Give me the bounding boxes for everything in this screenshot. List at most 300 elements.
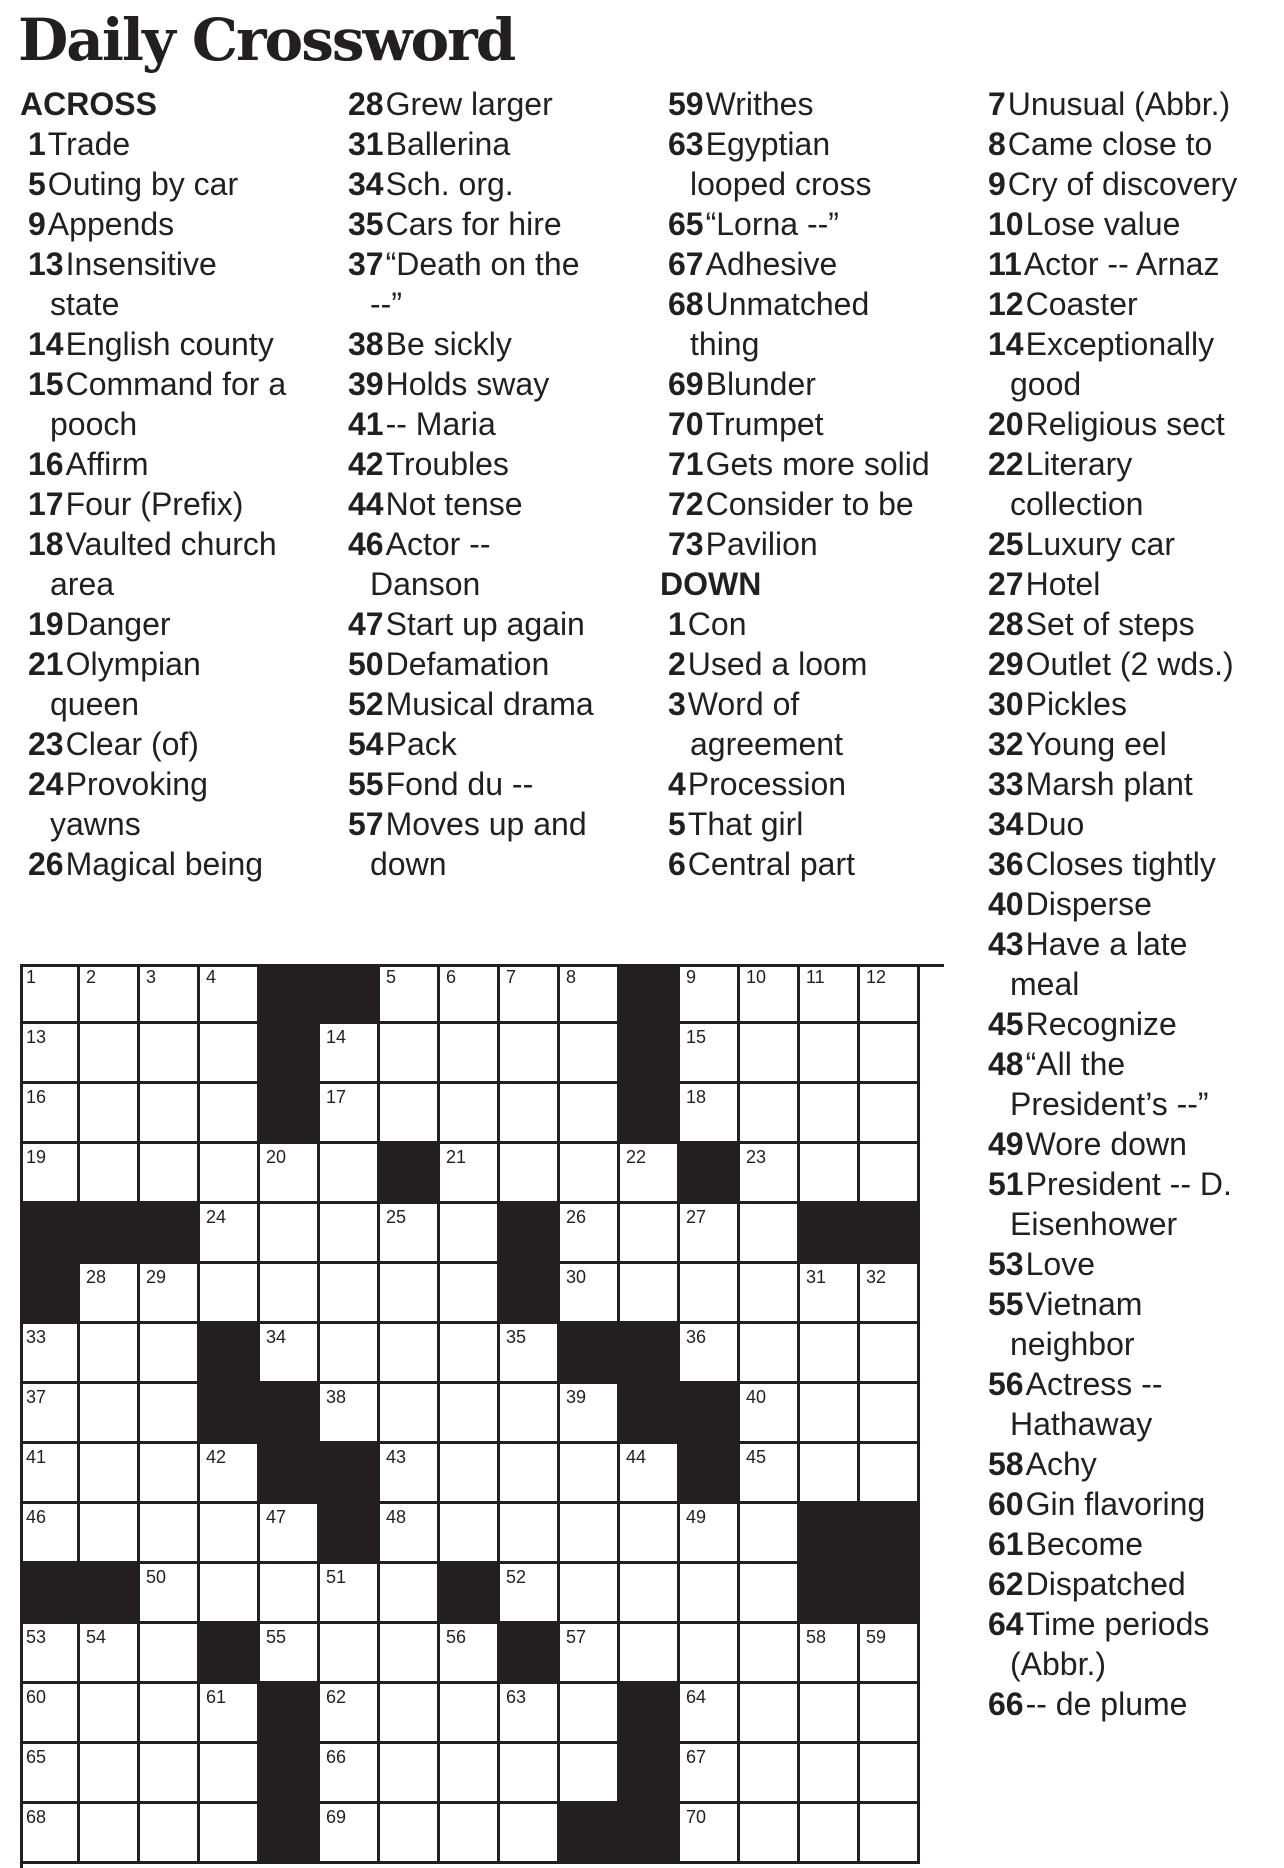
- grid-cell[interactable]: [260, 1264, 320, 1324]
- clue-number: 32: [988, 726, 1024, 762]
- clue-text: Word of: [687, 686, 800, 722]
- clue-text: -- de plume: [1025, 1686, 1188, 1722]
- grid-cell[interactable]: [140, 1144, 200, 1204]
- grid-cell[interactable]: [620, 1204, 680, 1264]
- cell-number: 2: [86, 967, 97, 987]
- grid-cell[interactable]: [260, 1324, 320, 1384]
- across-clue-17: [28, 484, 348, 524]
- grid-cell[interactable]: [260, 1624, 320, 1684]
- grid-cell[interactable]: [740, 1684, 800, 1744]
- grid-cell[interactable]: [80, 1024, 140, 1084]
- cell-number: 67: [686, 1747, 707, 1767]
- grid-cell[interactable]: [20, 1024, 80, 1084]
- clue-column-4: [988, 84, 1284, 1724]
- clue-number: 35: [348, 206, 384, 242]
- clue-text: Moves up and: [385, 806, 587, 842]
- grid-cell[interactable]: [440, 1324, 500, 1384]
- grid-cell[interactable]: [860, 1144, 920, 1204]
- clue-number: 12: [988, 286, 1024, 322]
- clue-number: 44: [348, 486, 384, 522]
- clue-text-continuation: neighbor: [1010, 1326, 1135, 1362]
- grid-cell[interactable]: [800, 1084, 860, 1144]
- cell-number: 17: [326, 1087, 347, 1107]
- grid-cell[interactable]: [80, 1264, 140, 1324]
- grid-cell[interactable]: [860, 1444, 920, 1504]
- grid-cell[interactable]: [800, 1144, 860, 1204]
- grid-cell[interactable]: [260, 1144, 320, 1204]
- grid-cell[interactable]: [620, 1624, 680, 1684]
- grid-cell[interactable]: [860, 1324, 920, 1384]
- clue-number: 25: [988, 526, 1024, 562]
- grid-cell[interactable]: [560, 1084, 620, 1144]
- grid-cell[interactable]: [380, 1684, 440, 1744]
- grid-cell[interactable]: [320, 1804, 380, 1864]
- across-clue-54: [348, 724, 668, 764]
- clue-column-2: [348, 84, 668, 884]
- across-clue-69: [668, 364, 988, 404]
- grid-cell[interactable]: [380, 1024, 440, 1084]
- clue-number: 22: [988, 446, 1024, 482]
- down-clue-45: [988, 1004, 1284, 1044]
- clue-text: Troubles: [385, 446, 509, 482]
- grid-cell[interactable]: [860, 964, 920, 1024]
- grid-cell[interactable]: [320, 1744, 380, 1804]
- grid-cell[interactable]: [140, 1024, 200, 1084]
- grid-cell[interactable]: [560, 1024, 620, 1084]
- cell-number: 7: [506, 967, 517, 987]
- grid-cell[interactable]: [680, 1024, 740, 1084]
- grid-cell[interactable]: [380, 1324, 440, 1384]
- grid-cell[interactable]: [80, 1384, 140, 1444]
- grid-cell[interactable]: [680, 1624, 740, 1684]
- grid-cell[interactable]: [740, 1084, 800, 1144]
- clue-text: Gets more solid: [705, 446, 930, 482]
- clue-number: 15: [28, 366, 64, 402]
- grid-cell[interactable]: [560, 1684, 620, 1744]
- grid-cell[interactable]: [560, 964, 620, 1024]
- grid-cell[interactable]: [200, 1204, 260, 1264]
- grid-cell[interactable]: [380, 1444, 440, 1504]
- clue-text: “All the: [1025, 1046, 1126, 1082]
- grid-cell[interactable]: [740, 1024, 800, 1084]
- clue-text: Came close to: [1007, 126, 1213, 162]
- grid-cell[interactable]: [80, 1444, 140, 1504]
- clue-number: 34: [988, 806, 1024, 842]
- cell-number: 45: [746, 1447, 767, 1467]
- grid-cell[interactable]: [500, 1744, 560, 1804]
- grid-cell[interactable]: [320, 1084, 380, 1144]
- grid-cell[interactable]: [80, 1684, 140, 1744]
- grid-cell[interactable]: [20, 1144, 80, 1204]
- grid-cell[interactable]: [500, 1444, 560, 1504]
- across-clue-52: [348, 684, 668, 724]
- grid-cell[interactable]: [860, 1384, 920, 1444]
- down-clue-56: [988, 1364, 1284, 1444]
- black-square: [260, 964, 320, 1024]
- grid-cell[interactable]: [860, 1744, 920, 1804]
- clue-number: 10: [988, 206, 1024, 242]
- clue-text: Pavilion: [705, 526, 818, 562]
- cell-number: 64: [686, 1687, 707, 1707]
- across-clue-46: [348, 524, 668, 604]
- grid-cell[interactable]: [200, 1144, 260, 1204]
- cell-number: 26: [566, 1207, 587, 1227]
- grid-cell[interactable]: [860, 1024, 920, 1084]
- black-square: [620, 1024, 680, 1084]
- grid-cell[interactable]: [560, 1144, 620, 1204]
- clue-number: 66: [988, 1686, 1024, 1722]
- grid-cell[interactable]: [740, 1264, 800, 1324]
- clue-text-continuation: Eisenhower: [1010, 1206, 1178, 1242]
- grid-cell[interactable]: [320, 1684, 380, 1744]
- grid-cell[interactable]: [440, 1084, 500, 1144]
- grid-cell[interactable]: [80, 1084, 140, 1144]
- clue-text: Luxury car: [1025, 526, 1175, 562]
- grid-cell[interactable]: [500, 1384, 560, 1444]
- grid-cell[interactable]: [380, 1564, 440, 1624]
- clue-text: Time periods: [1025, 1606, 1210, 1642]
- grid-cell[interactable]: [680, 1324, 740, 1384]
- grid-cell[interactable]: [740, 1384, 800, 1444]
- grid-cell[interactable]: [440, 1504, 500, 1564]
- grid-cell[interactable]: [320, 1144, 380, 1204]
- grid-cell[interactable]: [680, 1804, 740, 1864]
- grid-cell[interactable]: [560, 1204, 620, 1264]
- cell-number: 12: [866, 967, 887, 987]
- clue-text: Holds sway: [385, 366, 550, 402]
- grid-cell[interactable]: [800, 1684, 860, 1744]
- down-clue-51: [988, 1164, 1284, 1244]
- black-square: [560, 1324, 620, 1384]
- grid-cell[interactable]: [320, 1384, 380, 1444]
- grid-cell[interactable]: [140, 1324, 200, 1384]
- grid-cell[interactable]: [620, 1144, 680, 1204]
- grid-cell[interactable]: [800, 1744, 860, 1804]
- grid-cell[interactable]: [740, 1624, 800, 1684]
- cell-number: 22: [626, 1147, 647, 1167]
- cell-number: 50: [146, 1567, 167, 1587]
- clue-text: Outing by car: [47, 166, 239, 202]
- grid-cell[interactable]: [440, 1264, 500, 1324]
- clue-number: 38: [348, 326, 384, 362]
- grid-cell[interactable]: [440, 1204, 500, 1264]
- across-clue-5: [28, 164, 348, 204]
- grid-cell[interactable]: [80, 1804, 140, 1864]
- grid-cell[interactable]: [80, 1504, 140, 1564]
- across-clue-9: [28, 204, 348, 244]
- down-clue-9: [988, 164, 1284, 204]
- clue-text: Four (Prefix): [65, 486, 244, 522]
- grid-cell[interactable]: [200, 1444, 260, 1504]
- clue-text: Actress --: [1025, 1366, 1163, 1402]
- grid-cell[interactable]: [200, 1024, 260, 1084]
- clue-text: Exceptionally: [1025, 326, 1215, 362]
- cell-number: 13: [26, 1027, 47, 1047]
- cell-number: 6: [446, 967, 457, 987]
- across-clue-19: [28, 604, 348, 644]
- grid-cell[interactable]: [500, 1324, 560, 1384]
- grid-cell[interactable]: [800, 1384, 860, 1444]
- clue-text: Actor -- Arnaz: [1023, 246, 1220, 282]
- clue-number: 33: [988, 766, 1024, 802]
- grid-cell[interactable]: [440, 1384, 500, 1444]
- grid-cell[interactable]: [500, 1024, 560, 1084]
- grid-cell[interactable]: [500, 1144, 560, 1204]
- grid-cell[interactable]: [20, 1384, 80, 1444]
- grid-cell[interactable]: [500, 1804, 560, 1864]
- black-square: [440, 1564, 500, 1624]
- grid-cell[interactable]: [80, 964, 140, 1024]
- clue-number: 5: [668, 806, 686, 842]
- grid-cell[interactable]: [800, 1324, 860, 1384]
- grid-cell[interactable]: [200, 964, 260, 1024]
- grid-cell[interactable]: [620, 1564, 680, 1624]
- grid-cell[interactable]: [80, 1324, 140, 1384]
- clue-number: 14: [28, 326, 64, 362]
- down-clue-48: [988, 1044, 1284, 1124]
- clue-number: 72: [668, 486, 704, 522]
- grid-cell[interactable]: [740, 1444, 800, 1504]
- grid-cell[interactable]: [20, 1324, 80, 1384]
- grid-cell[interactable]: [20, 1624, 80, 1684]
- grid-cell[interactable]: [320, 1324, 380, 1384]
- black-square: [800, 1504, 860, 1564]
- grid-cell[interactable]: [680, 1564, 740, 1624]
- grid-cell[interactable]: [320, 1204, 380, 1264]
- cell-number: 56: [446, 1627, 467, 1647]
- clue-number: 47: [348, 606, 384, 642]
- clue-text: Marsh plant: [1025, 766, 1193, 802]
- grid-cell[interactable]: [200, 1084, 260, 1144]
- grid-cell[interactable]: [680, 1264, 740, 1324]
- grid-cell[interactable]: [200, 1684, 260, 1744]
- grid-cell[interactable]: [500, 1564, 560, 1624]
- grid-cell[interactable]: [560, 1624, 620, 1684]
- grid-cell[interactable]: [680, 1084, 740, 1144]
- grid-cell[interactable]: [680, 1504, 740, 1564]
- grid-cell[interactable]: [800, 1444, 860, 1504]
- clue-text: Gin flavoring: [1025, 1486, 1206, 1522]
- grid-cell[interactable]: [140, 1744, 200, 1804]
- clue-text: President -- D.: [1025, 1166, 1232, 1202]
- grid-cell[interactable]: [800, 1024, 860, 1084]
- clue-text: Become: [1025, 1526, 1143, 1562]
- grid-cell[interactable]: [860, 1804, 920, 1864]
- grid-cell[interactable]: [140, 1564, 200, 1624]
- clue-number: 11: [988, 246, 1022, 282]
- across-clue-47: [348, 604, 668, 644]
- grid-cell[interactable]: [800, 1264, 860, 1324]
- grid-cell[interactable]: [680, 1684, 740, 1744]
- clue-text: Hotel: [1025, 566, 1101, 602]
- grid-cell[interactable]: [380, 1204, 440, 1264]
- black-square: [860, 1564, 920, 1624]
- black-square: [20, 1564, 80, 1624]
- black-square: [260, 1024, 320, 1084]
- grid-cell[interactable]: [200, 1564, 260, 1624]
- clue-text-continuation: down: [370, 846, 447, 882]
- grid-cell[interactable]: [740, 1504, 800, 1564]
- grid-cell[interactable]: [380, 1744, 440, 1804]
- grid-cell[interactable]: [140, 1444, 200, 1504]
- grid-cell[interactable]: [200, 1744, 260, 1804]
- grid-cell[interactable]: [140, 1684, 200, 1744]
- grid-cell[interactable]: [500, 1504, 560, 1564]
- clue-text: Love: [1025, 1246, 1095, 1282]
- grid-cell[interactable]: [680, 1744, 740, 1804]
- cell-number: 10: [746, 967, 767, 987]
- across-clue-15: [28, 364, 348, 444]
- clue-number: 61: [988, 1526, 1024, 1562]
- grid-cell[interactable]: [680, 964, 740, 1024]
- grid-cell[interactable]: [380, 1264, 440, 1324]
- grid-cell[interactable]: [800, 964, 860, 1024]
- grid-cell[interactable]: [560, 1564, 620, 1624]
- across-clue-13: [28, 244, 348, 324]
- grid-cell[interactable]: [740, 1144, 800, 1204]
- grid-cell[interactable]: [800, 1624, 860, 1684]
- clue-text: Unusual (Abbr.): [1007, 86, 1231, 122]
- grid-cell[interactable]: [500, 1084, 560, 1144]
- clue-number: 43: [988, 926, 1024, 962]
- black-square: [860, 1504, 920, 1564]
- grid-cell[interactable]: [440, 1024, 500, 1084]
- grid-cell[interactable]: [140, 964, 200, 1024]
- grid-cell[interactable]: [380, 1084, 440, 1144]
- grid-cell[interactable]: [320, 1624, 380, 1684]
- grid-cell[interactable]: [380, 1804, 440, 1864]
- grid-cell[interactable]: [20, 964, 80, 1024]
- grid-cell[interactable]: [140, 1084, 200, 1144]
- grid-cell[interactable]: [200, 1504, 260, 1564]
- grid-cell[interactable]: [740, 964, 800, 1024]
- grid-cell[interactable]: [860, 1084, 920, 1144]
- down-clue-2: [668, 644, 988, 684]
- grid-cell[interactable]: [20, 1444, 80, 1504]
- clue-text: Danger: [65, 606, 171, 642]
- black-square: [680, 1444, 740, 1504]
- grid-cell[interactable]: [680, 1204, 740, 1264]
- grid-cell[interactable]: [80, 1744, 140, 1804]
- clue-number: 73: [668, 526, 704, 562]
- grid-cell[interactable]: [620, 1504, 680, 1564]
- grid-cell[interactable]: [260, 1504, 320, 1564]
- cell-number: 3: [146, 967, 157, 987]
- grid-cell[interactable]: [560, 1264, 620, 1324]
- grid-cell[interactable]: [740, 1204, 800, 1264]
- grid-cell[interactable]: [200, 1264, 260, 1324]
- grid-cell[interactable]: [800, 1804, 860, 1864]
- cell-number: 9: [686, 967, 697, 987]
- grid-cell[interactable]: [620, 1264, 680, 1324]
- grid-cell[interactable]: [440, 1684, 500, 1744]
- grid-cell[interactable]: [860, 1264, 920, 1324]
- clue-text: Used a loom: [687, 646, 868, 682]
- down-clue-36: [988, 844, 1284, 884]
- grid-cell[interactable]: [440, 1444, 500, 1504]
- grid-cell[interactable]: [140, 1804, 200, 1864]
- clue-number: 3: [668, 686, 686, 722]
- grid-cell[interactable]: [560, 1744, 620, 1804]
- grid-cell[interactable]: [740, 1804, 800, 1864]
- grid-cell[interactable]: [20, 1804, 80, 1864]
- clue-text: Writhes: [705, 86, 814, 122]
- clue-number: 24: [28, 766, 64, 802]
- clue-text: -- Maria: [385, 406, 496, 442]
- grid-cell[interactable]: [320, 1264, 380, 1324]
- grid-cell[interactable]: [860, 1684, 920, 1744]
- grid-cell[interactable]: [560, 1444, 620, 1504]
- clue-number: 8: [988, 126, 1006, 162]
- cell-number: 24: [206, 1207, 227, 1227]
- grid-cell[interactable]: [440, 1744, 500, 1804]
- grid-cell[interactable]: [380, 1384, 440, 1444]
- cell-number: 5: [386, 967, 397, 987]
- clue-number: 53: [988, 1246, 1024, 1282]
- cell-number: 51: [326, 1567, 347, 1587]
- clue-number: 67: [668, 246, 704, 282]
- grid-cell[interactable]: [440, 1144, 500, 1204]
- grid-cell[interactable]: [200, 1804, 260, 1864]
- grid-cell[interactable]: [20, 1084, 80, 1144]
- grid-cell[interactable]: [260, 1564, 320, 1624]
- clue-number: 55: [988, 1286, 1024, 1322]
- clue-text: Blunder: [705, 366, 816, 402]
- grid-cell[interactable]: [260, 1204, 320, 1264]
- grid-cell[interactable]: [860, 1624, 920, 1684]
- across-header: ACROSS: [20, 86, 157, 122]
- grid-cell[interactable]: [380, 964, 440, 1024]
- clue-number: 5: [28, 166, 46, 202]
- grid-cell[interactable]: [380, 1624, 440, 1684]
- clue-text-continuation: (Abbr.): [1010, 1646, 1107, 1682]
- across-clue-23: [28, 724, 348, 764]
- grid-cell[interactable]: [440, 1804, 500, 1864]
- grid-cell[interactable]: [560, 1504, 620, 1564]
- grid-cell[interactable]: [140, 1504, 200, 1564]
- grid-cell[interactable]: [440, 1624, 500, 1684]
- down-header: DOWN: [660, 566, 762, 602]
- grid-cell[interactable]: [620, 1444, 680, 1504]
- across-clue-1: [28, 124, 348, 164]
- grid-cell[interactable]: [20, 1504, 80, 1564]
- grid-cell[interactable]: [140, 1624, 200, 1684]
- grid-cell[interactable]: [740, 1564, 800, 1624]
- across-clue-16: [28, 444, 348, 484]
- grid-cell[interactable]: [500, 964, 560, 1024]
- grid-cell[interactable]: [320, 1564, 380, 1624]
- grid-cell[interactable]: [320, 1024, 380, 1084]
- grid-cell[interactable]: [140, 1264, 200, 1324]
- grid-cell[interactable]: [80, 1144, 140, 1204]
- grid-cell[interactable]: [380, 1504, 440, 1564]
- black-square: [260, 1804, 320, 1864]
- grid-cell[interactable]: [140, 1384, 200, 1444]
- grid-cell[interactable]: [500, 1684, 560, 1744]
- grid-cell[interactable]: [740, 1744, 800, 1804]
- grid-cell[interactable]: [20, 1684, 80, 1744]
- cell-number: 70: [686, 1807, 707, 1827]
- across-clue-65: [668, 204, 988, 244]
- grid-cell[interactable]: [560, 1384, 620, 1444]
- grid-cell[interactable]: [740, 1324, 800, 1384]
- clue-number: 71: [668, 446, 704, 482]
- grid-cell[interactable]: [20, 1744, 80, 1804]
- grid-cell[interactable]: [440, 964, 500, 1024]
- grid-cell[interactable]: [80, 1624, 140, 1684]
- black-square: [200, 1384, 260, 1444]
- black-square: [20, 1204, 80, 1264]
